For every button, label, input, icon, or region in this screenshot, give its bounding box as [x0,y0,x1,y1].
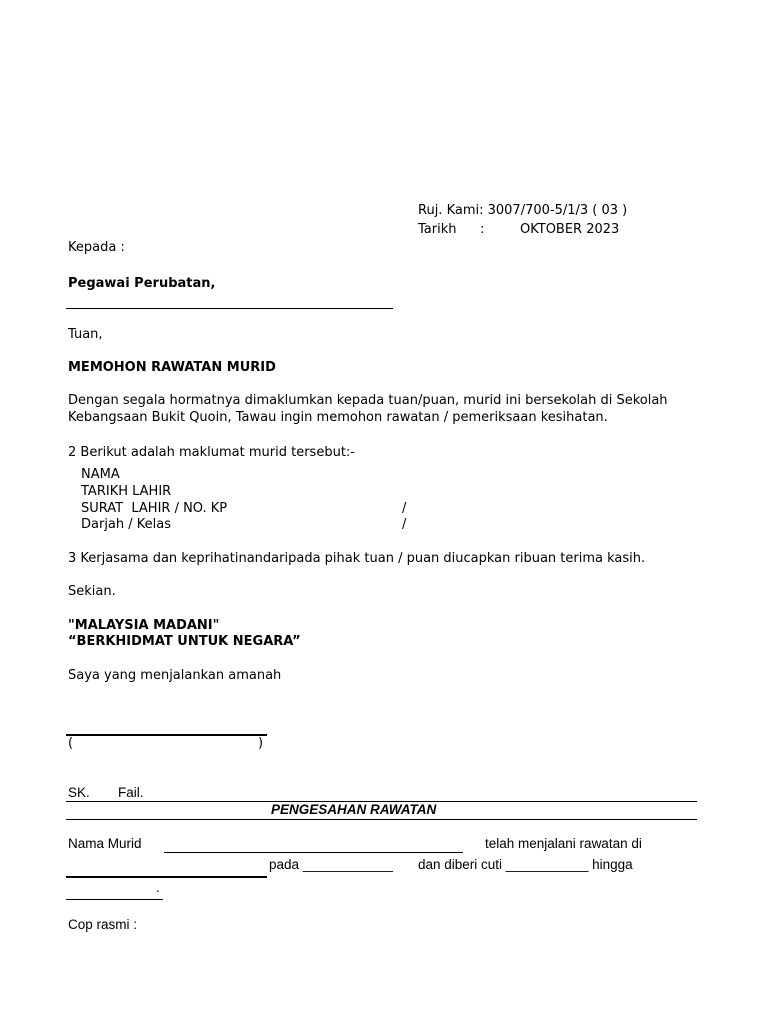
confirmation-bottom-rule [66,819,697,820]
end-date-line [66,899,163,900]
sekian: Sekian. [68,584,116,599]
salutation: Tuan, [68,327,103,342]
field-surat-lahir-slash: / [402,501,407,516]
amanah-text: Saya yang menjalankan amanah [68,668,282,683]
slogan-madani: "MALAYSIA MADANI" [68,618,220,633]
field-surat-lahir: SURAT LAHIR / NO. KP [81,501,228,516]
paragraph-1-line-2: Kebangsaan Bukit Quoin, Tawau ingin memohon rawatan / pemeriksaan kesihatan. [68,410,608,425]
subject-heading: MEMOHON RAWATAN MURID [68,360,276,375]
pada-text: pada ____________ [269,857,393,872]
paragraph-1-line-1: Dengan segala hormatnya dimaklumkan kepada tuan/puan, murid ini bersekolah di Sekolah [68,393,668,408]
kepada-label: Kepada : [68,240,125,255]
diberi-cuti-text: dan diberi cuti ___________ hingga [418,857,633,872]
signature-paren-open: ( [68,736,74,751]
signature-line [66,734,267,736]
cc-sk: SK. [68,785,90,800]
date-label: Tarikh [418,222,457,237]
nama-murid-label: Nama Murid [68,836,142,851]
recipient-officer: Pegawai Perubatan, [68,276,216,291]
end-date-dot: . [156,880,160,895]
date-value: OKTOBER 2023 [520,222,620,237]
field-nama: NAMA [81,467,120,482]
cc-fail: Fail. [118,785,144,800]
paragraph-3: 3 Kerjasama dan keprihatinandaripada pihak tuan / puan diucapkan ribuan terima kasih. [68,551,646,566]
signature-paren-close: ) [258,736,264,751]
slogan-berkhidmat: “BERKHIDMAT UNTUK NEGARA” [68,634,301,649]
paragraph-2: 2 Berikut adalah maklumat murid tersebut:- [68,445,355,460]
recipient-address-line [66,308,393,309]
field-darjah-kelas: Darjah / Kelas [81,517,172,532]
date-colon: : [480,222,485,237]
field-tarikh-lahir: TARIKH LAHIR [81,484,172,499]
reference-number: Ruj. Kami: 3007/700-5/1/3 ( 03 ) [418,203,628,218]
confirmation-title: PENGESAHAN RAWATAN [271,802,437,817]
location-line [66,876,267,878]
nama-murid-line [164,852,463,853]
field-darjah-slash: / [402,517,407,532]
cop-rasmi-label: Cop rasmi : [68,917,138,932]
telah-text: telah menjalani rawatan di [485,836,642,851]
